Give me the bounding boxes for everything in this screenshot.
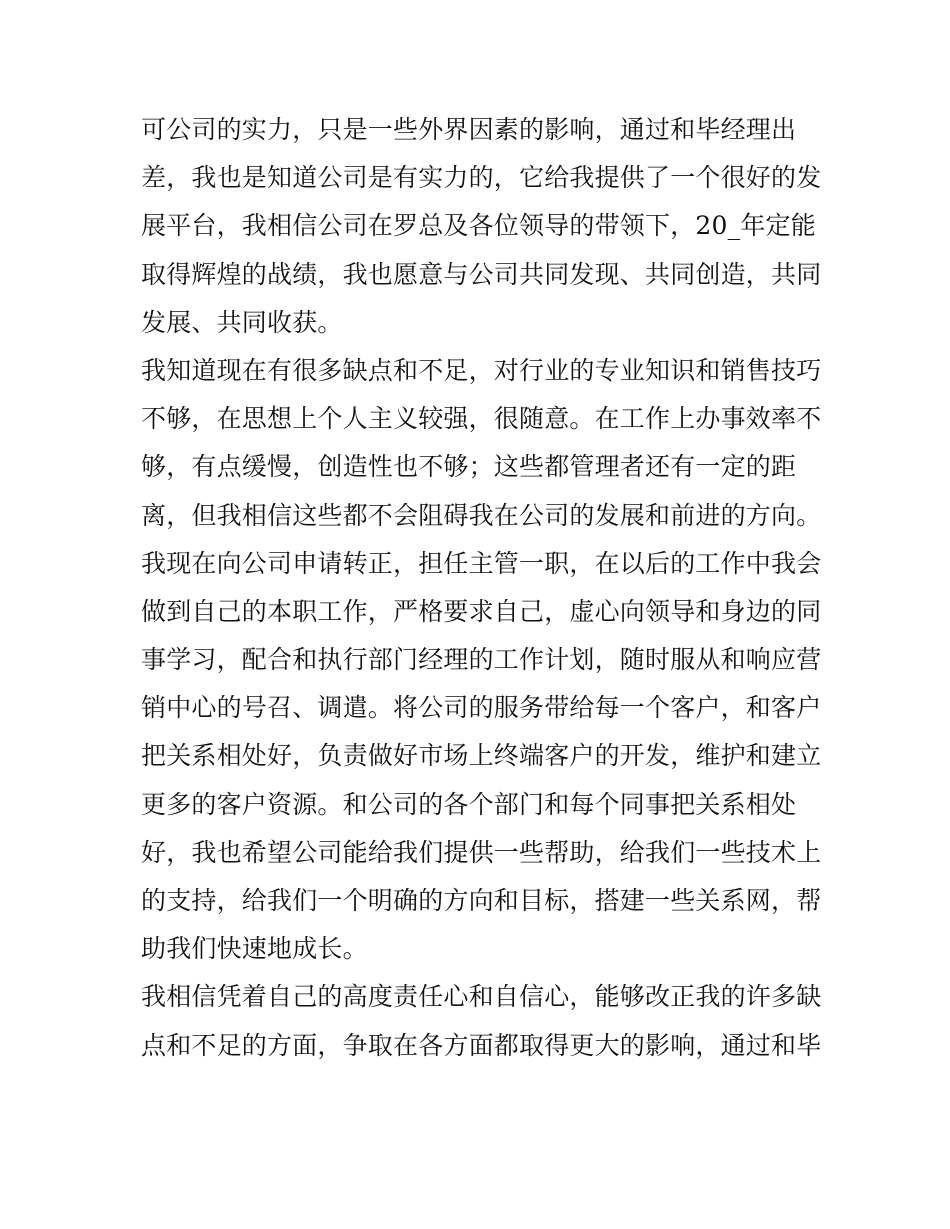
text-line: 助我们快速地成长。 (141, 934, 368, 964)
text-line: 事学习，配合和执行部门经理的工作计划，随时服从和响应营 (141, 645, 822, 675)
text-line: 发展、共同收获。 (141, 307, 343, 337)
text-line: 好，我也希望公司能给我们提供一些帮助，给我们一些技术上 (141, 837, 822, 867)
text-line: 做到自己的本职工作，严格要求自己，虚心向领导和身边的同 (141, 596, 822, 626)
text-line: 离，但我相信这些都不会阻碍我在公司的发展和前进的方向。 (141, 500, 822, 530)
text-line: 的支持，给我们一个明确的方向和目标，搭建一些关系网，帮 (141, 886, 822, 915)
text-line: 不够，在思想上个人主义较强，很随意。在工作上办事效率不 (141, 404, 822, 434)
text-line: 展平台，我相信公司在罗总及各位领导的带领下，20_年定能 (141, 211, 816, 241)
text-line: 我现在向公司申请转正，担任主管一职，在以后的工作中我会 (141, 548, 822, 578)
text-line: 我相信凭着自己的高度责任心和自信心，能够改正我的许多缺 (141, 982, 822, 1012)
text-line: 我知道现在有很多缺点和不足，对行业的专业知识和销售技巧 (141, 355, 822, 385)
text-line: 销中心的号召、调遣。将公司的服务带给每一个客户，和客户 (141, 693, 822, 723)
text-line: 取得辉煌的战绩，我也愿意与公司共同发现、共同创造，共同 (141, 259, 822, 289)
text-line: 可公司的实力，只是一些外界因素的影响，通过和毕经理出 (141, 115, 797, 144)
text-line: 更多的客户资源。和公司的各个部门和每个同事把关系相处 (141, 789, 797, 819)
text-line: 把关系相处好，负责做好市场上终端客户的开发，维护和建立 (141, 741, 822, 771)
text-line: 够，有点缓慢，创造性也不够；这些都管理者还有一定的距 (141, 452, 797, 482)
body-text (141, 106, 821, 1070)
text-line: 差，我也是知道公司是有实力的，它给我提供了一个很好的发 (141, 163, 822, 193)
text-line: 点和不足的方面，争取在各方面都取得更大的影响，通过和毕 (141, 1030, 822, 1060)
